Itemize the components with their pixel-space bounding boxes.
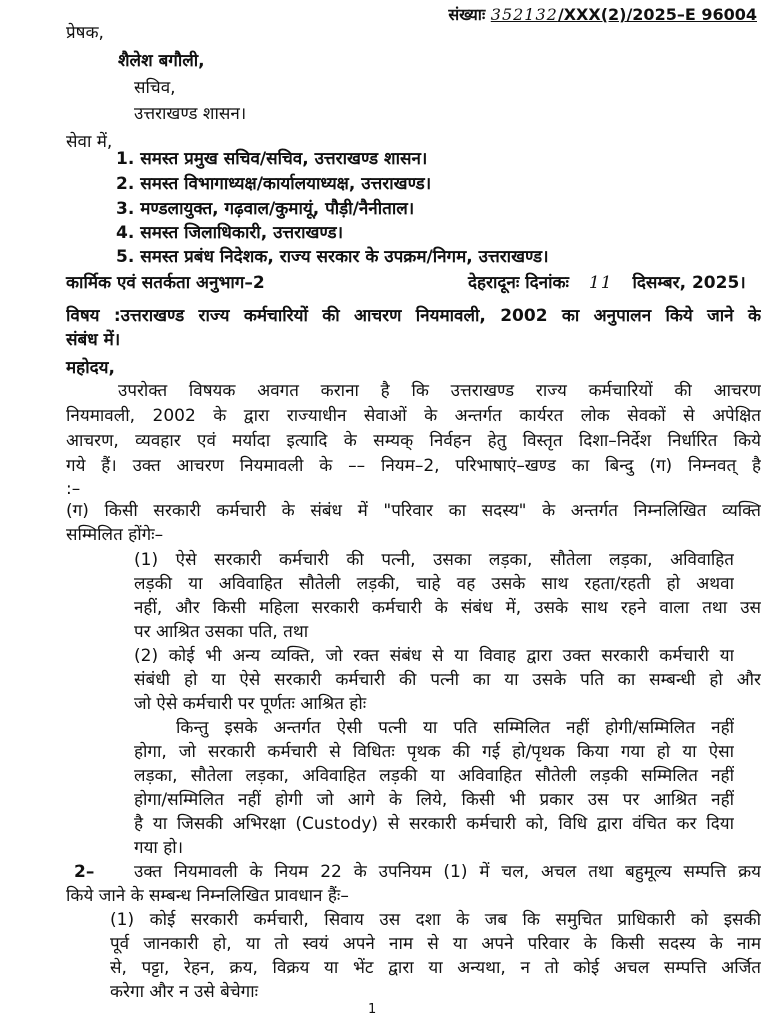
body-line: पर आश्रित उसका पति, तथा [134,622,309,642]
body-line: आचरण, व्यवहार एवं मर्यादा इत्यादि के सम्यक् निर्वहन हेतु विस्तृत दिशा–निर्देश निर्धारित किये [66,431,761,451]
recipient-3: 3. मण्डलायुक्त, गढ़वाल/कुमायूं, पौड़ी/नैनीताल। [116,199,415,219]
body-line: सम्मिलित होंगेः– [66,525,164,545]
reference-number [448,3,757,25]
handwritten-number: 352132 [490,5,558,24]
body-line: (1) ऐसे सरकारी कर्मचारी की पत्नी, उसका लड़का, सौतेला लड़का, अविवाहित [134,550,734,570]
body-line: (2) कोई भी अन्य व्यक्ति, जो रक्त संबंध से या विवाह द्वारा उक्त सरकारी कर्मचारी या [134,646,734,666]
sender-designation: सचिव, [134,78,176,98]
body-line: से, पट्टा, रेहन, क्रय, विक्रय या भेंट द्वारा या अन्यथा, न तो कोई अचल सम्पत्ति अर्जित [110,958,761,978]
body-line: संबंधी हो या ऐसे सरकारी कर्मचारी की पत्नी का या उसके पति का सम्बन्धी हो और [134,670,761,690]
date-day: 11 [588,273,613,293]
reference-label: संख्याः [448,5,486,24]
body-line: :– [66,479,81,499]
body-line: नियमावली, 2002 के द्वारा राज्याधीन सेवाओं के अन्तर्गत कार्यरत लोक सेवकों से अपेक्षित [66,406,761,426]
recipient-4: 4. समस्त जिलाधिकारी, उत्तराखण्ड। [116,223,344,243]
place-date-label: देहरादूनः दिनांकः [468,273,569,293]
body-line: (1) कोई सरकारी कर्मचारी, सिवाय उस दशा के जब कि समुचित प्राधिकारी को इसकी [110,910,761,930]
body-line: किन्तु इसके अन्तर्गत ऐसी पत्नी या पति सम्मिलित नहीं होगी/सम्मिलित नहीं [176,718,734,738]
sender-label: प्रेषक, [66,23,104,43]
salutation: महोदय, [66,358,115,378]
body-line: उपरोक्त विषयक अवगत कराना है कि उत्तराखण्ड राज्य कर्मचारियों की आचरण [118,381,761,401]
body-line: होगा, जो सरकारी कर्मचारी से विधितः पृथक की गई हो/पृथक किया गया हो या ऐसा [134,742,734,762]
body-line: गया हो। [134,838,184,858]
body-line: लड़का, सौतेला लड़का, अविवाहित लड़की या अविवाहित सौतेली लड़की सम्मिलित नहीं [134,766,734,786]
recipient-1: 1. समस्त प्रमुख सचिव/सचिव, उत्तराखण्ड शासन। [116,149,428,169]
body-line: है या जिसकी अभिरक्षा (Custody) से सरकारी कर्मचारी को, विधि द्वारा वंचित कर दिया [134,814,734,834]
body-line: उक्त नियमावली के नियम 22 के उपनियम (1) में चल, अचल तथा बहुमूल्य सम्पत्ति क्रय [134,862,761,882]
recipients-label: सेवा में, [66,132,113,152]
reference-rest: /XXX(2)/2025–E 96004 [557,5,757,24]
body-line: पूर्व जानकारी हो, या तो स्वयं अपने नाम से या अपने परिवार के किसी सदस्य के नाम [110,934,761,954]
body-line: (ग) किसी सरकारी कर्मचारी के संबंध में "परिवार का सदस्य" के अन्तर्गत निम्नलिखित व्यक्ति [66,501,761,521]
department-section: कार्मिक एवं सतर्कता अनुभाग–2 [66,273,265,293]
body-line: नहीं, और किसी महिला सरकारी कर्मचारी के संबंध में, उसके साथ रहने वाला तथा उस [134,598,761,618]
subject-line-1: विषय :उत्तराखण्ड राज्य कर्मचारियों की आचरण नियमावली, 2002 का अनुपालन किये जाने के [66,306,761,326]
recipient-5: 5. समस्त प्रबंध निदेशक, राज्य सरकार के उपक्रम/निगम, उत्तराखण्ड। [116,247,549,267]
body-line: करेगा और न उसे बेचेगाः [110,982,259,1002]
date-month-year: दिसम्बर, 2025। [632,273,746,293]
body-line: लड़की या अविवाहित सौतेली लड़की, चाहे वह उसके साथ रहता/रहती हो अथवा [134,574,734,594]
recipient-2: 2. समस्त विभागाध्यक्ष/कार्यालयाध्यक्ष, उत्तराखण्ड। [116,174,432,194]
page-number: 1 [368,1002,377,1017]
place-date [468,272,746,294]
body-line: किये जाने के सम्बन्ध निम्नलिखित प्रावधान हैंः– [66,886,349,906]
subject-line-2: संबंध में। [66,330,121,350]
body-line: गये हैं। उक्त आचरण नियमावली के –– नियम–2, परिभाषाएं–खण्ड का बिन्दु (ग) निम्नवत् है [66,456,761,476]
paragraph-2-number: 2– [74,862,95,882]
body-line: होगा/सम्मिलित नहीं होगी जो आगे के लिये, किसी भी प्रकार उस पर आश्रित नहीं [134,790,734,810]
sender-office: उत्तराखण्ड शासन। [134,104,247,124]
sender-name: शैलेश बगौली, [118,51,205,71]
body-line: जो ऐसे कर्मचारी पर पूर्णतः आश्रित होः [134,694,367,714]
